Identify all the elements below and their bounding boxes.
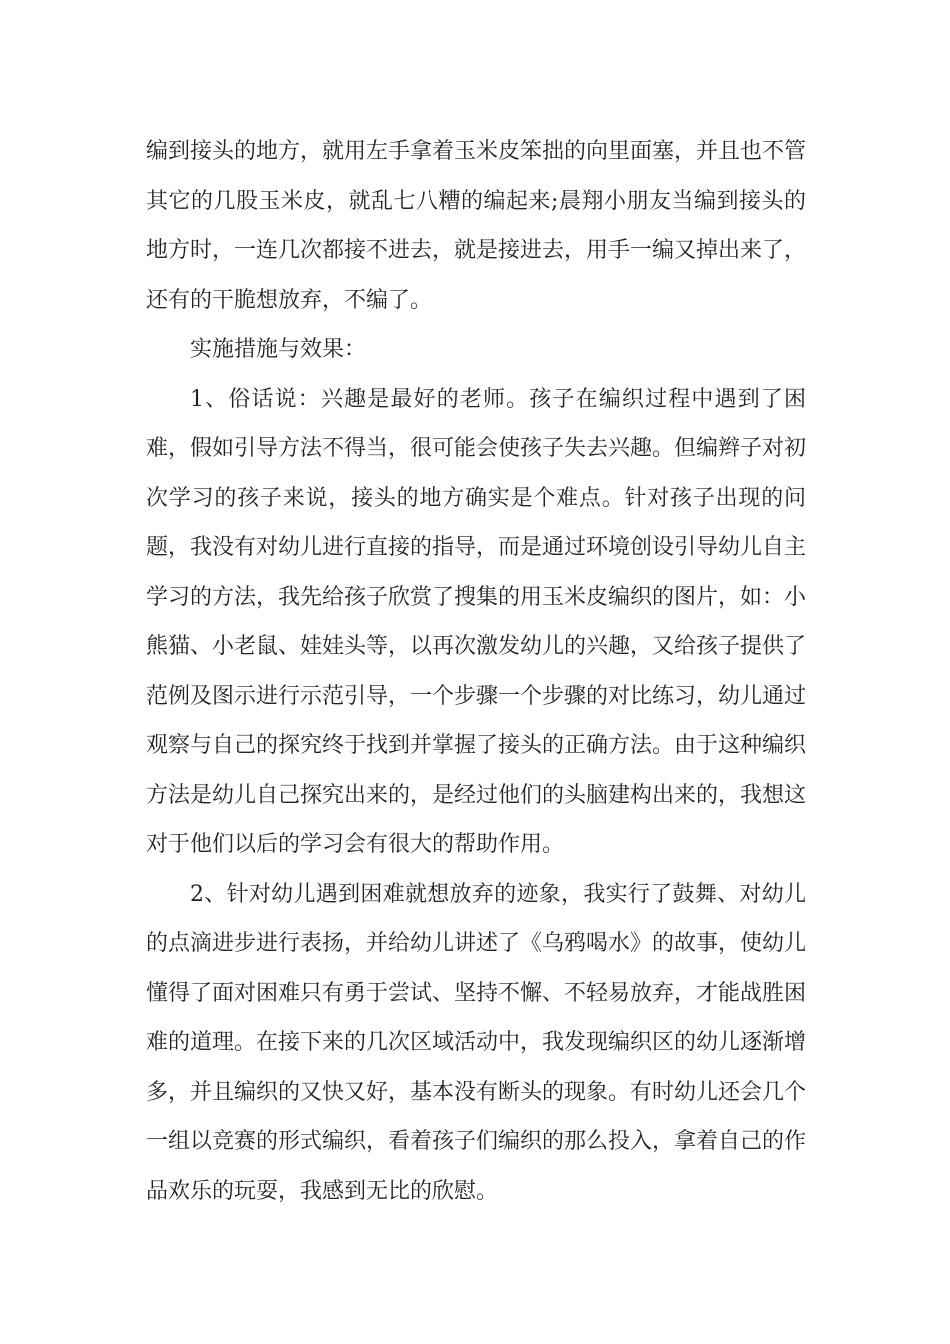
paragraph-measure-1: 1、俗话说：兴趣是最好的老师。孩子在编织过程中遇到了困难，假如引导方法不得当，很可能会使孩子失去兴趣。但编辫子对初次学习的孩子来说，接头的地方确实是个难点。针对孩子出现的问题，我没有对幼儿进行直接的指导，而是通过环境创设引导幼儿自主学习的方法，我先给孩子欣赏了搜集的用玉米皮编织的图片，如：小熊猫、小老鼠、娃娃头等，以再次激发幼儿的兴趣，又给孩子提供了范例及图示进行示范引导，一个步骤一个步骤的对比练习，幼儿通过观察与自己的探究终于找到并掌握了接头的正确方法。由于这种编织方法是幼儿自己探究出来的，是经过他们的头脑建构出来的，我想这对于他们以后的学习会有很大的帮助作用。	[146, 386, 807, 857]
document-body	[146, 127, 806, 1216]
paragraph-measure-2: 2、针对幼儿遇到困难就想放弃的迹象，我实行了鼓舞、对幼儿的点滴进步进行表扬，并给幼儿讲述了《乌鸦喝水》的故事，使幼儿懂得了面对困难只有勇于尝试、坚持不懈、不轻易放弃，才能战胜困难的道理。在接下来的几次区域活动中，我发现编织区的幼儿逐渐增多，并且编织的又快又好，基本没有断头的现象。有时幼儿还会几个一组以竞赛的形式编织，看着孩子们编织的那么投入，拿着自己的作品欢乐的玩耍，我感到无比的欣慰。	[146, 881, 807, 1204]
section-heading: 实施措施与效果：	[190, 337, 367, 362]
paragraph-continued: 编到接头的地方，就用左手拿着玉米皮笨拙的向里面塞，并且也不管其它的几股玉米皮，就乱七八糟的编起来;晨翔小朋友当编到接头的地方时，一连几次都接不进去，就是接进去，用手一编又掉出来了，还有的干脆想放弃，不编了。	[146, 139, 807, 313]
